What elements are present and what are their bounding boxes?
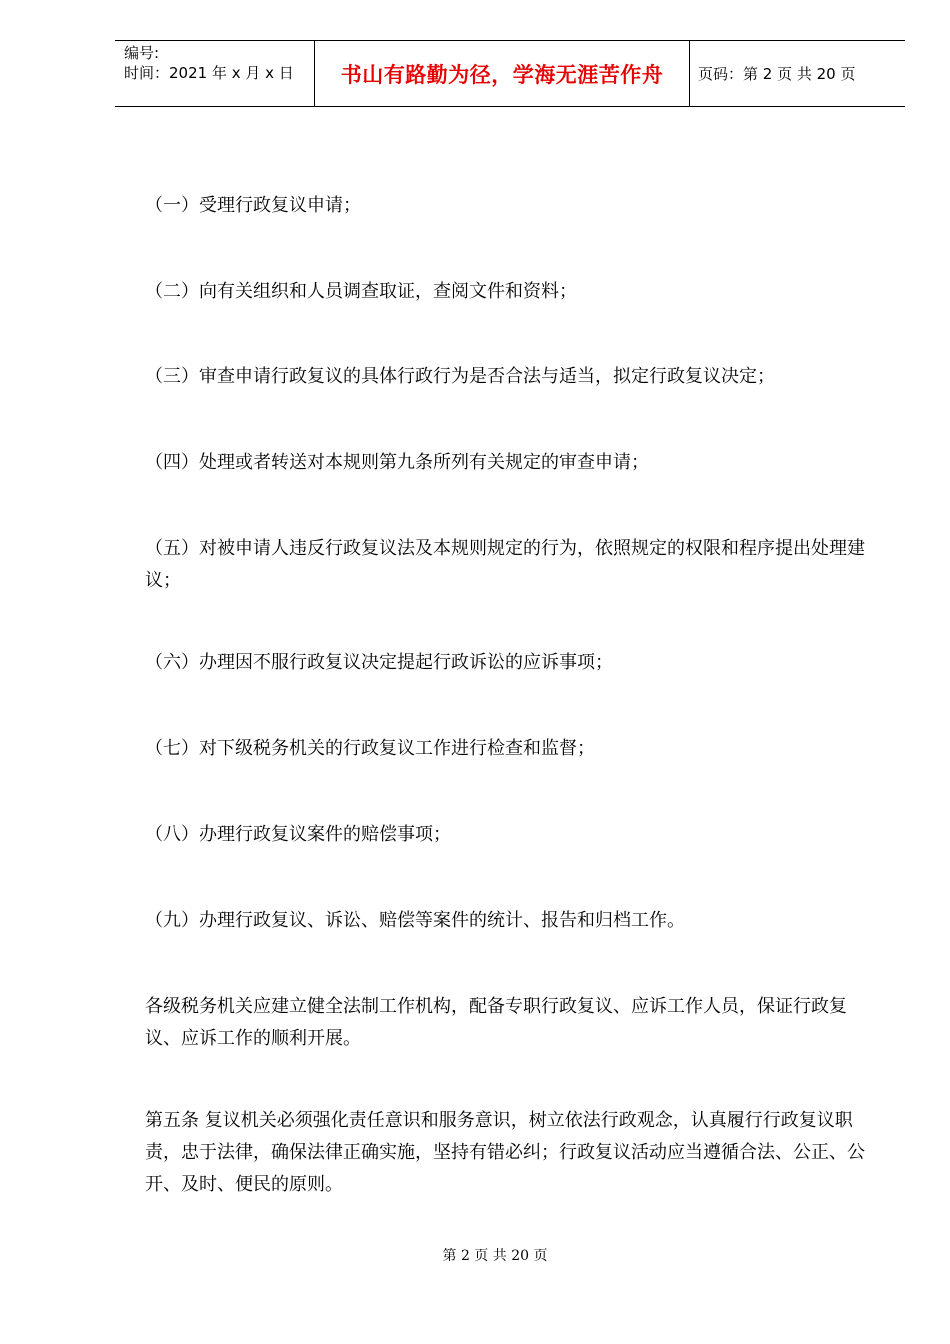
header-meta — [115, 41, 315, 106]
paragraph-item-9: （九）办理行政复议、诉讼、赔偿等案件的统计、报告和归档工作。 — [145, 910, 685, 931]
paragraph-item-2: （二）向有关组织和人员调查取证，查阅文件和资料； — [145, 281, 577, 302]
paragraph-item-3: （三）审查申请行政复议的具体行政行为是否合法与适当，拟定行政复议决定； — [145, 366, 775, 387]
paragraph-article-5: 第五条 复议机关必须强化责任意识和服务意识，树立依法行政观念，认真履行行政复议职责，忠于法律，确保法律正确实施，坚持有错必纠；行政复议活动应当遵循合法、公正、公开、及时、便民的原则。 — [145, 1110, 865, 1195]
paragraph-item-6: （六）办理因不服行政复议决定提起行政诉讼的应诉事项； — [145, 652, 613, 673]
document-time-label: 时间：2021 年 x 月 x 日 — [124, 64, 294, 82]
page-footer: 第 2 页 共 20 页 — [442, 1248, 548, 1264]
paragraph-legal-office: 各级税务机关应建立健全法制工作机构，配备专职行政复议、应诉工作人员，保证行政复议、应诉工作的顺利开展。 — [145, 996, 847, 1049]
page-header — [115, 40, 905, 107]
paragraph-item-4: （四）处理或者转送对本规则第九条所列有关规定的审查申请； — [145, 452, 649, 473]
paragraph-item-8: （八）办理行政复议案件的赔偿事项； — [145, 824, 451, 845]
paragraph-item-5: （五）对被申请人违反行政复议法及本规则规定的行为，依照规定的权限和程序提出处理建议； — [145, 538, 865, 591]
header-motto: 书山有路勤为径，学海无涯苦作舟 — [315, 41, 690, 106]
document-number-label: 编号: — [124, 44, 160, 62]
header-page-info: 页码：第 2 页 共 20 页 — [698, 65, 856, 83]
paragraph-item-1: （一）受理行政复议申请； — [145, 195, 361, 216]
paragraph-item-7: （七）对下级税务机关的行政复议工作进行检查和监督； — [145, 738, 595, 759]
